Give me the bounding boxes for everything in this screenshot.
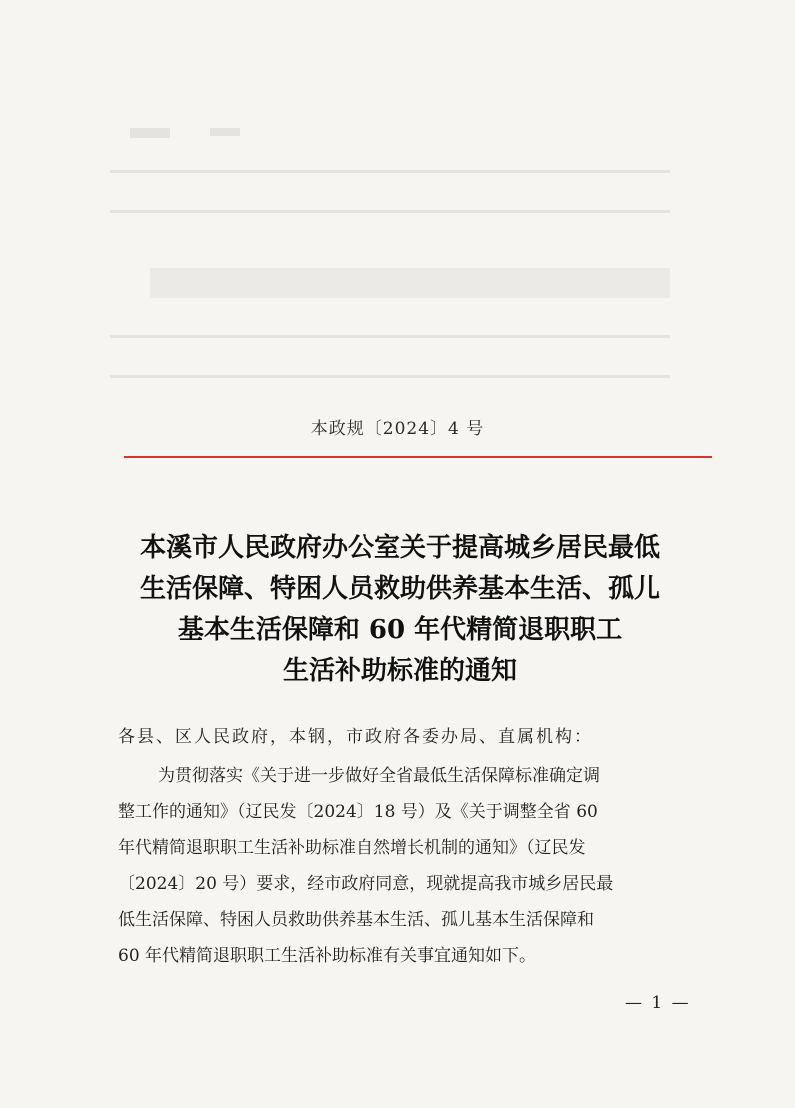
page-number: — 1 — (625, 993, 691, 1013)
bleed-through-mark (110, 375, 670, 378)
bleed-through-mark (150, 268, 670, 298)
body-line: 〔2024〕20 号）要求，经市政府同意，现就提高我市城乡居民最 (118, 874, 614, 894)
bleed-through-mark (130, 128, 170, 138)
document-title (100, 528, 700, 692)
body-line: 整工作的通知》（辽民发〔2024〕18 号）及《关于调整全省 60 (118, 802, 598, 822)
title-line: 生活保障、特困人员救助供养基本生活、孤儿 (139, 574, 660, 604)
title-line: 生活补助标准的通知 (282, 656, 517, 686)
document-number: 本政规〔2024〕4 号 (310, 419, 485, 439)
body-line: 年代精简退职职工生活补助标准自然增长机制的通知》（辽民发 (118, 838, 586, 858)
body-line: 为贯彻落实《关于进一步做好全省最低生活保障标准确定调 (158, 766, 600, 786)
salutation: 各县、区人民政府，本钢，市政府各委办局、直属机构： (118, 727, 593, 747)
body-paragraph (118, 758, 718, 974)
bleed-through-mark (210, 128, 240, 136)
title-line: 基本生活保障和 60 年代精简退职职工 (177, 615, 623, 645)
bleed-through-mark (110, 335, 670, 338)
bleed-through-mark (110, 170, 670, 173)
body-line: 低生活保障、特困人员救助供养基本生活、孤儿基本生活保障和 (118, 910, 594, 930)
title-line: 本溪市人民政府办公室关于提高城乡居民最低 (139, 533, 660, 563)
bleed-through-mark (110, 210, 670, 213)
body-line: 60 年代精简退职职工生活补助标准有关事宜通知如下。 (118, 946, 537, 966)
red-header-rule (124, 456, 712, 458)
